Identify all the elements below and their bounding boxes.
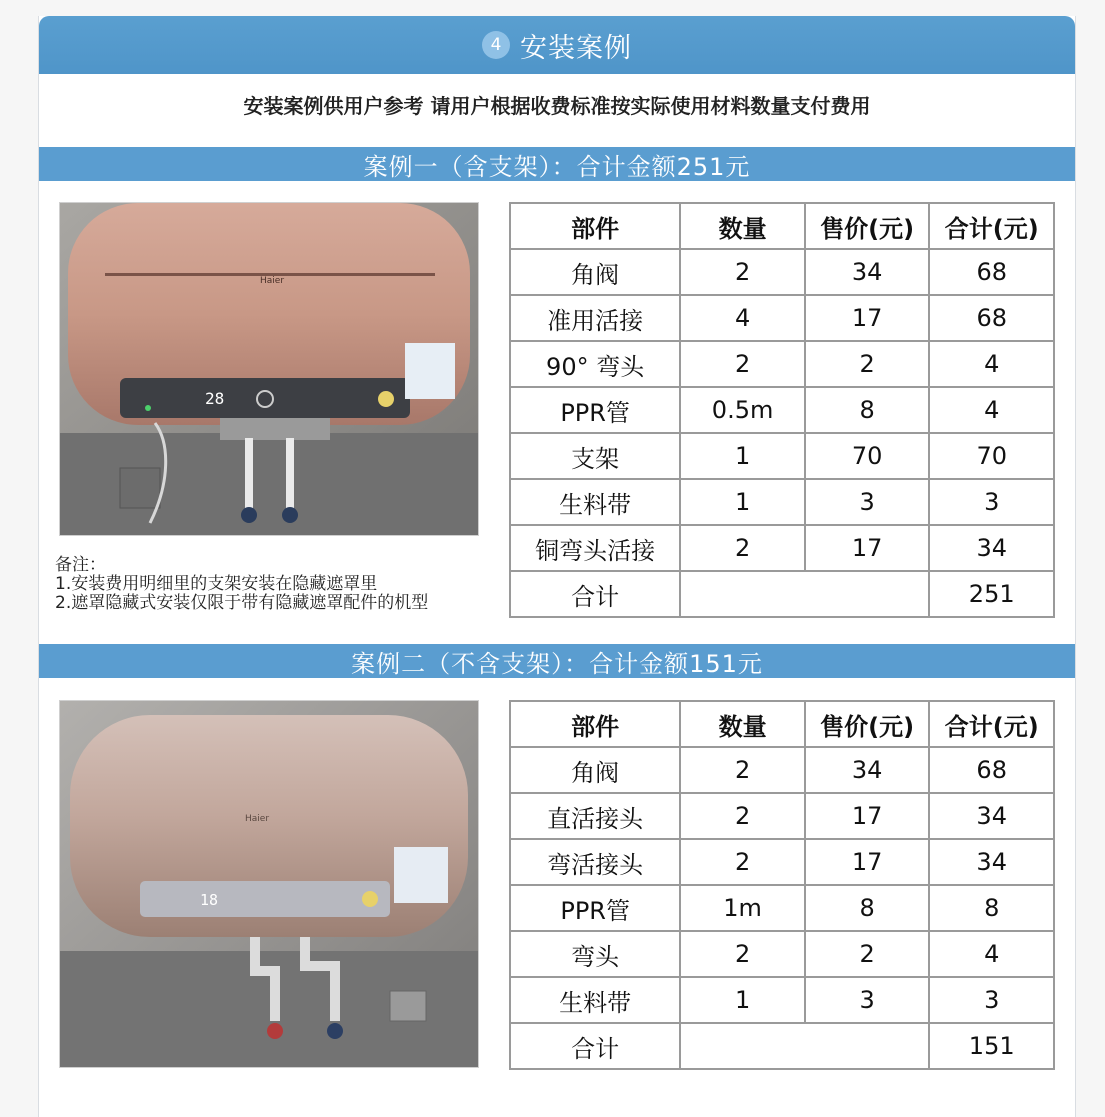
part-price: 34 [805,249,930,295]
column-header: 部件 [510,701,680,747]
part-quantity: 1 [680,433,805,479]
part-quantity: 2 [680,341,805,387]
case2-title: 案例二（不含支架）：合计金额151元 [351,649,763,678]
case2-title-bar [39,644,1075,678]
case2-photo-illustration [60,701,478,1067]
part-name: 支架 [510,433,680,479]
table-header-row [510,203,1054,249]
fee-notice: 安装案例供用户参考 请用户根据收费标准按实际使用材料数量支付费用 [243,94,871,118]
column-header: 售价(元) [805,203,930,249]
part-quantity: 1 [680,479,805,525]
part-price: 3 [805,977,930,1023]
table-row [510,525,1054,571]
column-header: 合计(元) [929,701,1054,747]
part-subtotal: 68 [929,747,1054,793]
column-header: 部件 [510,203,680,249]
remarks-heading: 备注： [55,555,106,575]
part-name: 90° 弯头 [510,341,680,387]
part-subtotal: 4 [929,931,1054,977]
case1-brand-label: Haier [260,276,285,286]
part-name: 角阀 [510,747,680,793]
part-price: 17 [805,295,930,341]
table-row [510,295,1054,341]
case2-temperature-display: 18 [200,891,219,909]
table-row [510,341,1054,387]
table-row [510,793,1054,839]
part-quantity: 2 [680,525,805,571]
table-row [510,977,1054,1023]
case1-title: 案例一（含支架）：合计金额251元 [363,152,751,181]
total-label: 合计 [510,1023,680,1069]
case1-parts-table [509,202,1055,618]
part-price: 17 [805,839,930,885]
part-price: 8 [805,387,930,433]
part-subtotal: 34 [929,525,1054,571]
table-row [510,433,1054,479]
part-name: PPR管 [510,885,680,931]
column-header: 售价(元) [805,701,930,747]
part-quantity: 4 [680,295,805,341]
remarks-line-2: 2.遮罩隐藏式安装仅限于带有隐藏遮罩配件的机型 [55,593,429,613]
part-quantity: 0.5m [680,387,805,433]
part-subtotal: 8 [929,885,1054,931]
part-price: 8 [805,885,930,931]
part-name: 生料带 [510,977,680,1023]
part-subtotal: 34 [929,839,1054,885]
table-header-row [510,701,1054,747]
installation-cases-panel [38,16,1076,1117]
case1-photo-illustration [60,203,478,535]
part-quantity: 2 [680,793,805,839]
part-quantity: 1 [680,977,805,1023]
part-name: 生料带 [510,479,680,525]
table-total-row [510,1023,1054,1069]
table-total-row [510,571,1054,617]
table-row [510,839,1054,885]
part-price: 3 [805,479,930,525]
table-row [510,249,1054,295]
section-title: 安装案例 [520,32,632,64]
part-name: 直活接头 [510,793,680,839]
part-name: 弯头 [510,931,680,977]
part-subtotal: 68 [929,295,1054,341]
part-subtotal: 3 [929,977,1054,1023]
case2-brand-label: Haier [245,814,270,824]
case1-remarks [55,556,428,613]
part-price: 34 [805,747,930,793]
part-name: 角阀 [510,249,680,295]
part-name: 铜弯头活接 [510,525,680,571]
section-header [39,16,1075,74]
part-name: 弯活接头 [510,839,680,885]
total-value: 151 [929,1023,1054,1069]
remarks-line-1: 1.安装费用明细里的支架安装在隐藏遮罩里 [55,574,378,594]
part-price: 17 [805,525,930,571]
part-quantity: 2 [680,747,805,793]
part-subtotal: 4 [929,387,1054,433]
table-row [510,387,1054,433]
part-price: 2 [805,931,930,977]
column-header: 数量 [680,701,805,747]
table-row [510,747,1054,793]
part-name: 准用活接 [510,295,680,341]
part-price: 17 [805,793,930,839]
total-label: 合计 [510,571,680,617]
total-spacer [680,571,929,617]
column-header: 合计(元) [929,203,1054,249]
column-header: 数量 [680,203,805,249]
case2-water-heater-photo [59,700,479,1068]
part-price: 70 [805,433,930,479]
table-row [510,479,1054,525]
part-subtotal: 68 [929,249,1054,295]
part-quantity: 1m [680,885,805,931]
part-quantity: 2 [680,249,805,295]
part-subtotal: 4 [929,341,1054,387]
part-price: 2 [805,341,930,387]
case1-temperature-display: 28 [205,389,225,408]
total-value: 251 [929,571,1054,617]
table-row [510,885,1054,931]
part-quantity: 2 [680,931,805,977]
total-spacer [680,1023,929,1069]
case1-title-bar [39,147,1075,181]
part-subtotal: 34 [929,793,1054,839]
part-name: PPR管 [510,387,680,433]
section-number-badge: 4 [482,31,510,59]
case1-water-heater-photo [59,202,479,536]
case2-parts-table [509,700,1055,1070]
part-subtotal: 3 [929,479,1054,525]
part-quantity: 2 [680,839,805,885]
table-row [510,931,1054,977]
part-subtotal: 70 [929,433,1054,479]
